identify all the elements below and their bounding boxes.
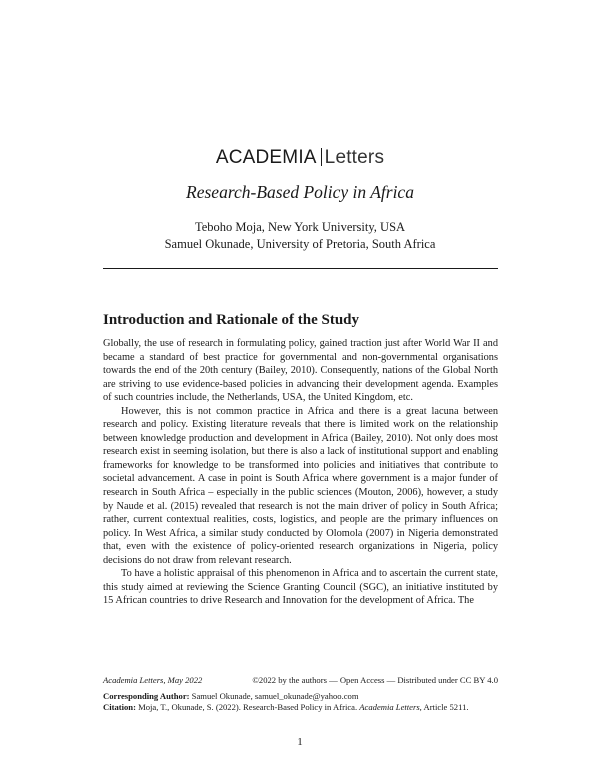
page-number: 1: [297, 736, 303, 748]
body-paragraph: However, this is not common practice in Africa and there is a great lacuna between research and policy. Existing literature reveals that there is limited work on the relationship between knowledge production and development in Africa (Bailey, 2010). Not only does most research exist in seeming isolation, but there is also a lack of institutional support and enabling frameworks for knowledge to be transformed into policies and initiatives that contribute to societal advancement. A case in point is South Africa where government is a major funder of research in South Africa – especially in the public sciences (Mouton, 2006), however, a study by Naude et al. (2015) revealed that research is not the main driver of policy in South Africa; rather, current contextual realities, costs, logistics, and people are the primary influences on policy. In West Africa, a similar study conducted by Olomola (2007) in Nigeria demonstrated that, even with the existence of policy-oriented research organizations in Nigeria, policy decisions do not draw from relevant research.: [103, 405, 498, 566]
corresponding-label: Corresponding Author:: [103, 690, 190, 701]
footer-journal: Academia Letters, May 2022: [103, 675, 203, 685]
paper-title: Research-Based Policy in Africa: [186, 182, 414, 202]
page-footer: [103, 675, 498, 714]
author-list: [0, 219, 600, 253]
masthead-brand: ACADEMIA: [215, 147, 317, 168]
footer-license: ©2022 by the authors — Open Access — Distributed under CC BY 4.0: [252, 675, 498, 685]
citation-text: Moja, T., Okunade, S. (2022). Research-Based Policy in Africa.: [138, 702, 358, 712]
citation-label: Citation:: [103, 702, 136, 712]
citation: [103, 702, 498, 714]
citation-article: , Article 5211.: [419, 702, 469, 712]
masthead-divider: [321, 148, 322, 166]
corresponding-author: [103, 691, 498, 703]
journal-masthead: [0, 147, 600, 169]
corresponding-value: Samuel Okunade, samuel_okunade@yahoo.com: [191, 690, 359, 701]
masthead-series: Letters: [324, 147, 385, 168]
author-line: Samuel Okunade, University of Pretoria, South Africa: [164, 237, 436, 251]
section-heading: Introduction and Rationale of the Study: [103, 312, 360, 328]
header-rule: [103, 268, 498, 269]
body-text: [103, 337, 498, 608]
citation-journal: Academia Letters: [359, 702, 420, 712]
author-line: Teboho Moja, New York University, USA: [194, 220, 406, 234]
body-paragraph: Globally, the use of research in formulating policy, gained traction just after World War II and became a standard of best practice for governmental and non-governmental organisations towards the end of the 20th century (Bailey, 2010). Consequently, nations of the Global North are striving to use evidence-based policies in advancing their development agenda. Examples of such countries include, the Netherlands, USA, the United Kingdom, etc.: [103, 338, 498, 404]
body-paragraph: To have a holistic appraisal of this phenomenon in Africa and to ascertain the current state, this study aimed at reviewing the Science Granting Council (SGC), an initiative instituted by 15 African countries to drive Research and Innovation for the development of Africa. The: [103, 568, 498, 607]
